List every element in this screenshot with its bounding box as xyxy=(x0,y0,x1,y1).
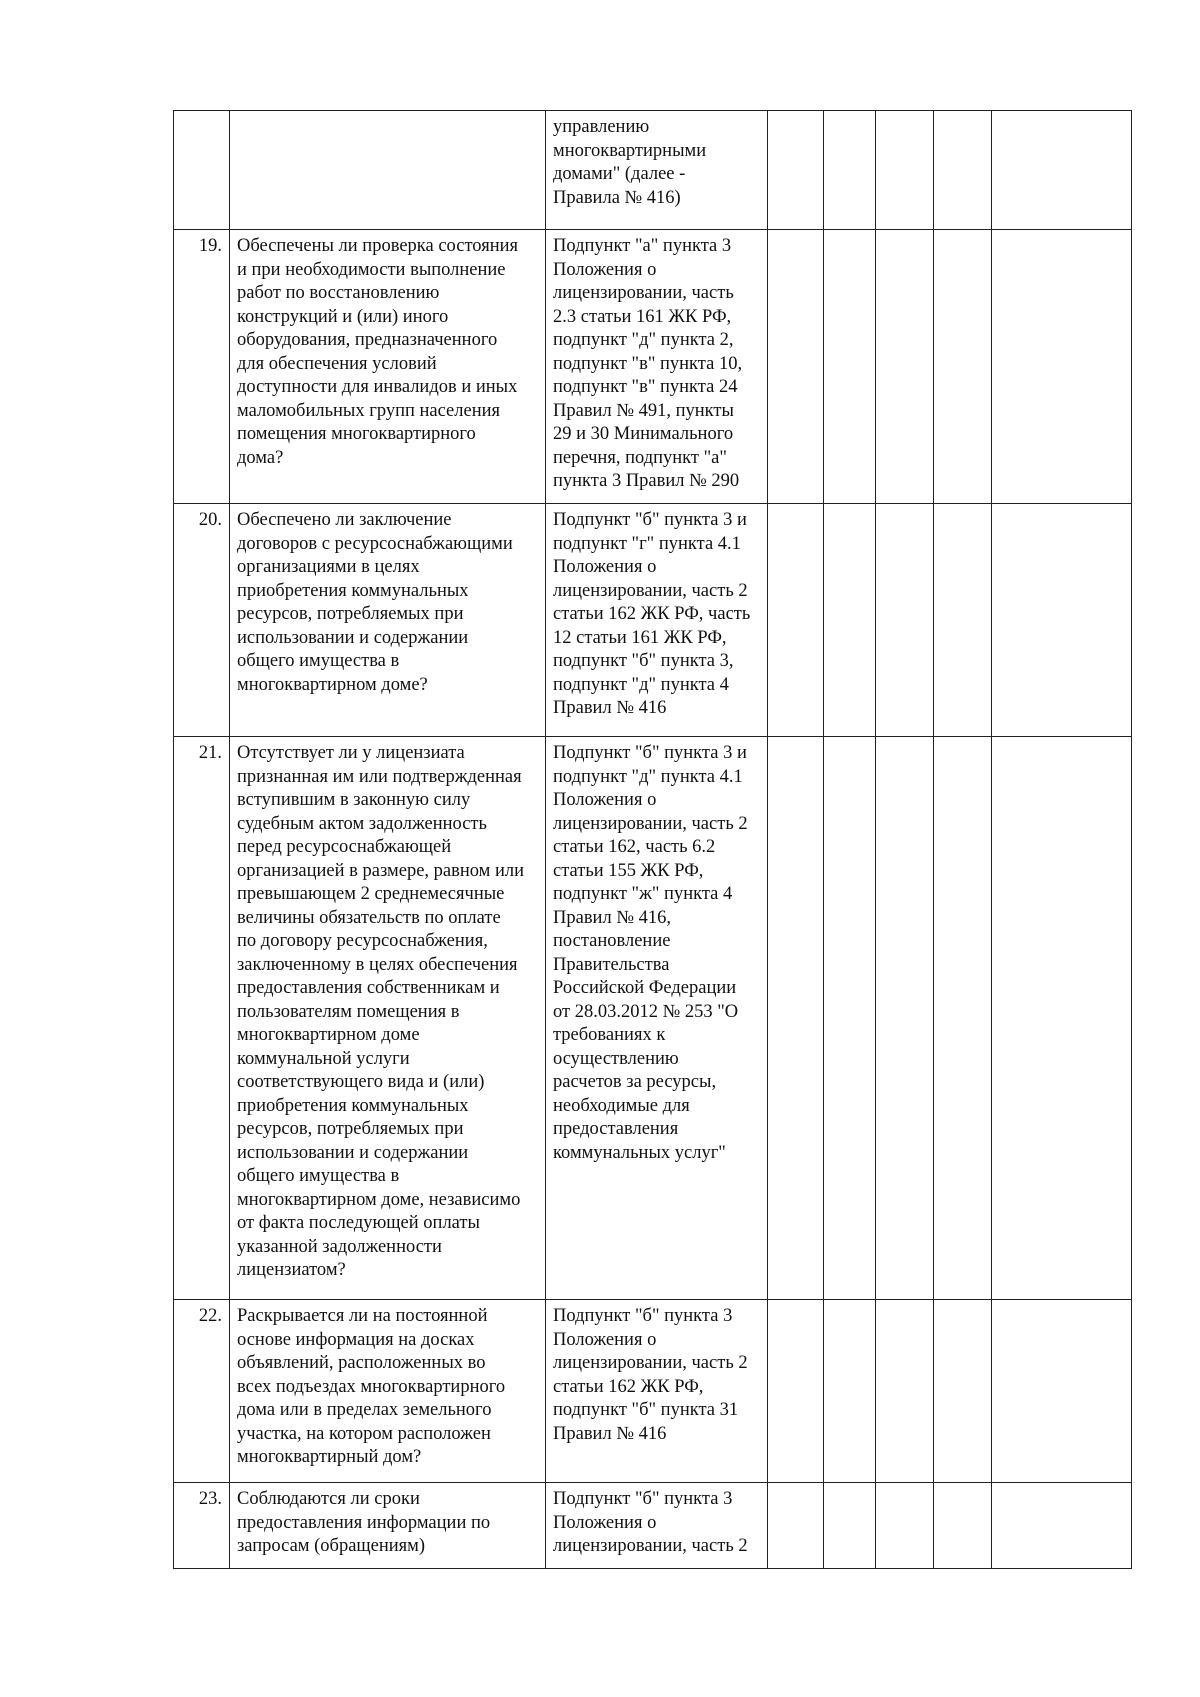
answer-cell-extra xyxy=(934,737,992,1300)
answer-cell-no xyxy=(824,737,876,1300)
checklist-table xyxy=(173,110,1132,1569)
notes-cell xyxy=(992,504,1132,737)
notes-cell xyxy=(992,111,1132,230)
notes-cell xyxy=(992,1483,1132,1569)
table-row xyxy=(174,1300,1132,1483)
answer-cell-not-applicable xyxy=(876,230,934,504)
row-number xyxy=(174,111,230,230)
answer-cell-no xyxy=(824,1300,876,1483)
answer-cell-no xyxy=(824,111,876,230)
table-row xyxy=(174,111,1132,230)
question-cell: Отсутствует ли у лицензиата признанная им или подтвержденная вступившим в законную силу судебным актом задолженность перед ресурсоснабжающей организацией в размере, равном или превышающем 2 среднемесячные величины обязательств по оплате по договору ресурсоснабжения, заключенному в целях обеспечения предоставления собственникам и пользователям помещения в многоквартирном доме коммунальной услуги соответствующего вида и (или) приобретения коммунальных ресурсов, потребляемых при использовании и содержании общего имущества в многоквартирном доме, независимо от факта последующей оплаты указанной задолженности лицензиатом? xyxy=(230,737,546,1300)
row-number: 23. xyxy=(174,1483,230,1569)
answer-cell-no xyxy=(824,1483,876,1569)
table-row xyxy=(174,504,1132,737)
question-cell xyxy=(230,111,546,230)
reference-cell: Подпункт "б" пункта 3 и подпункт "д" пункта 4.1 Положения о лицензировании, часть 2 статьи 162, часть 6.2 статьи 155 ЖК РФ, подпункт "ж" пункта 4 Правил № 416, постановление Правительства Российской Федерации от 28.03.2012 № 253 "О требованиях к осуществлению расчетов за ресурсы, необходимые для предоставления коммунальных услуг" xyxy=(546,737,768,1300)
answer-cell-extra xyxy=(934,111,992,230)
answer-cell-yes xyxy=(768,737,824,1300)
answer-cell-extra xyxy=(934,1300,992,1483)
answer-cell-not-applicable xyxy=(876,504,934,737)
answer-cell-yes xyxy=(768,111,824,230)
table-row xyxy=(174,737,1132,1300)
reference-cell: Подпункт "а" пункта 3 Положения о лицензировании, часть 2.3 статьи 161 ЖК РФ, подпункт "д" пункта 2, подпункт "в" пункта 10, подпункт "в" пункта 24 Правил № 491, пункты 29 и 30 Минимального перечня, подпункт "а" пункта 3 Правил № 290 xyxy=(546,230,768,504)
notes-cell xyxy=(992,230,1132,504)
answer-cell-yes xyxy=(768,504,824,737)
answer-cell-no xyxy=(824,504,876,737)
reference-cell: Подпункт "б" пункта 3 Положения о лицензировании, часть 2 статьи 162 ЖК РФ, подпункт "б" пункта 31 Правил № 416 xyxy=(546,1300,768,1483)
question-cell: Обеспечено ли заключение договоров с ресурсоснабжающими организациями в целях приобретения коммунальных ресурсов, потребляемых при использовании и содержании общего имущества в многоквартирном доме? xyxy=(230,504,546,737)
row-number: 19. xyxy=(174,230,230,504)
table-row xyxy=(174,230,1132,504)
row-number: 22. xyxy=(174,1300,230,1483)
row-number: 21. xyxy=(174,737,230,1300)
answer-cell-not-applicable xyxy=(876,737,934,1300)
answer-cell-extra xyxy=(934,1483,992,1569)
question-cell: Соблюдаются ли сроки предоставления информации по запросам (обращениям) xyxy=(230,1483,546,1569)
reference-cell: Подпункт "б" пункта 3 Положения о лицензировании, часть 2 xyxy=(546,1483,768,1569)
answer-cell-yes xyxy=(768,230,824,504)
row-number: 20. xyxy=(174,504,230,737)
answer-cell-yes xyxy=(768,1300,824,1483)
reference-cell: Подпункт "б" пункта 3 и подпункт "г" пункта 4.1 Положения о лицензировании, часть 2 статьи 162 ЖК РФ, часть 12 статьи 161 ЖК РФ, подпункт "б" пункта 3, подпункт "д" пункта 4 Правил № 416 xyxy=(546,504,768,737)
answer-cell-not-applicable xyxy=(876,111,934,230)
answer-cell-yes xyxy=(768,1483,824,1569)
answer-cell-not-applicable xyxy=(876,1483,934,1569)
answer-cell-extra xyxy=(934,504,992,737)
question-cell: Обеспечены ли проверка состояния и при необходимости выполнение работ по восстановлению конструкций и (или) иного оборудования, предназначенного для обеспечения условий доступности для инвалидов и иных маломобильных групп населения помещения многоквартирного дома? xyxy=(230,230,546,504)
table-row xyxy=(174,1483,1132,1569)
answer-cell-no xyxy=(824,230,876,504)
answer-cell-extra xyxy=(934,230,992,504)
notes-cell xyxy=(992,737,1132,1300)
answer-cell-not-applicable xyxy=(876,1300,934,1483)
reference-cell: управлению многоквартирными домами" (далее - Правила № 416) xyxy=(546,111,768,230)
question-cell: Раскрывается ли на постоянной основе информация на досках объявлений, расположенных во всех подъездах многоквартирного дома или в пределах земельного участка, на котором расположен многоквартирный дом? xyxy=(230,1300,546,1483)
notes-cell xyxy=(992,1300,1132,1483)
